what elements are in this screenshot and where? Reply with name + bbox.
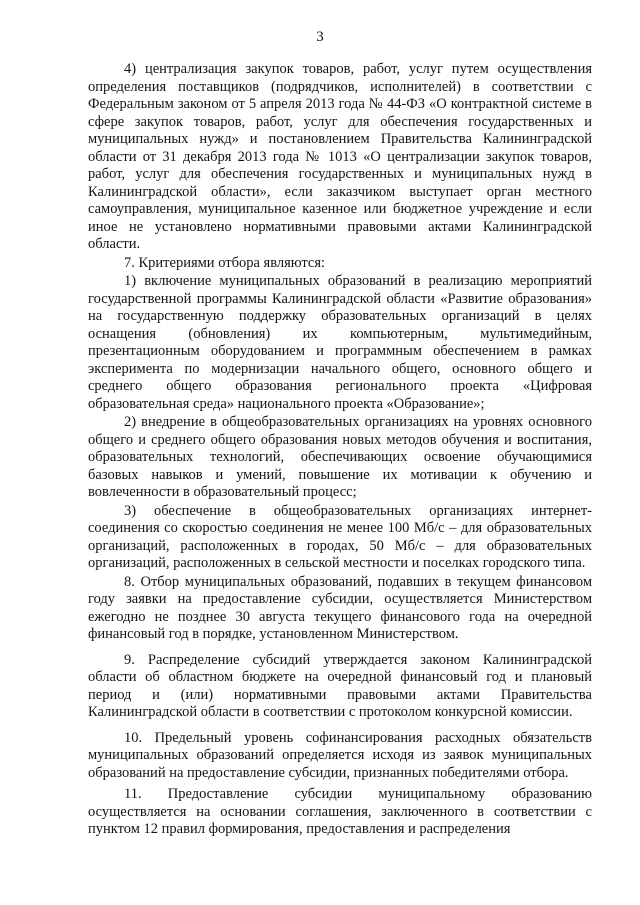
paragraph-criterion-1: 1) включение муниципальных образований в реализацию мероприятий государственной программы Калининградской области «Развитие образования» на государственную поддержку образовательных организаций в целях оснащения (обновления) их компьютерным, мультимедийным, презентационным оборудованием и программным обеспечением в рамках эксперимента по модернизации начального общего, основного общего и среднего общего образования регионального проекта «Цифровая образовательная среда» национального проекта «Образование»;: [88, 273, 592, 412]
paragraph-item-11-agreement: 11. Предоставление субсидии муниципальному образованию осуществляется на основании соглашения, заключенного в соответствии с пунктом 12 правил формирования, предоставления и распределения: [88, 786, 592, 837]
paragraph-criteria-heading: 7. Критериями отбора являются:: [124, 254, 326, 271]
document-body: [88, 61, 592, 839]
paragraph-item-10-cofinancing: 10. Предельный уровень софинансирования расходных обязательств муниципальных образований определяется исходя из заявок муниципальных образований на предоставление субсидии, признанных победителями отбора.: [88, 729, 592, 781]
paragraph-item-4-centralization: 4) централизация закупок товаров, работ, услуг путем осуществления определения поставщиков (подрядчиков, исполнителей) в соответствии с Федеральным законом от 5 апреля 2013 года № 44-ФЗ «О контрактной системе в сфере закупок товаров, работ, услуг для обеспечения государственных и муниципальных нужд» и постановлением Правительства Калининградской области от 31 декабря 2013 года № 1013 «О централизации закупок товаров, работ, услуг для обеспечения государственных и муниципальных нужд в Калининградской области», если заказчиком выступает орган местного самоуправления, муниципальное казенное или бюджетное учреждение и если иное не установлено нормативными правовыми актами Калининградской области.: [88, 61, 592, 252]
paragraph-item-8-selection: 8. Отбор муниципальных образований, подавших в текущем финансовом году заявки на предоставление субсидии, осуществляется Министерством ежегодно не позднее 30 августа текущего финансового года на очередной финансовый год в порядке, установленном Министерством.: [88, 573, 592, 642]
paragraph-criterion-2: 2) внедрение в общеобразовательных организациях на уровнях основного общего и среднего общего образования новых методов обучения и воспитания, образовательных технологий, обеспечивающих освоение обучающимися базовых навыков и умений, повышение их мотивации к обучению и вовлеченности в образовательный процесс;: [88, 414, 592, 500]
page-number: 3: [316, 29, 324, 45]
paragraph-item-9-distribution: 9. Распределение субсидий утверждается законом Калининградской области об областном бюджете на очередной финансовый год и плановый период и (или) нормативными правовыми актами Правительства Калининградской области в соответствии с протоколом конкурсной комиссии.: [88, 651, 592, 720]
paragraph-criterion-3: 3) обеспечение в общеобразовательных организациях интернет-соединения со скоростью соединения не менее 100 Мб/с – для образовательных организаций, расположенных в городах, 50 Мб/с – для образовательных организаций, расположенных в сельской местности и поселках городского типа.: [88, 502, 592, 571]
